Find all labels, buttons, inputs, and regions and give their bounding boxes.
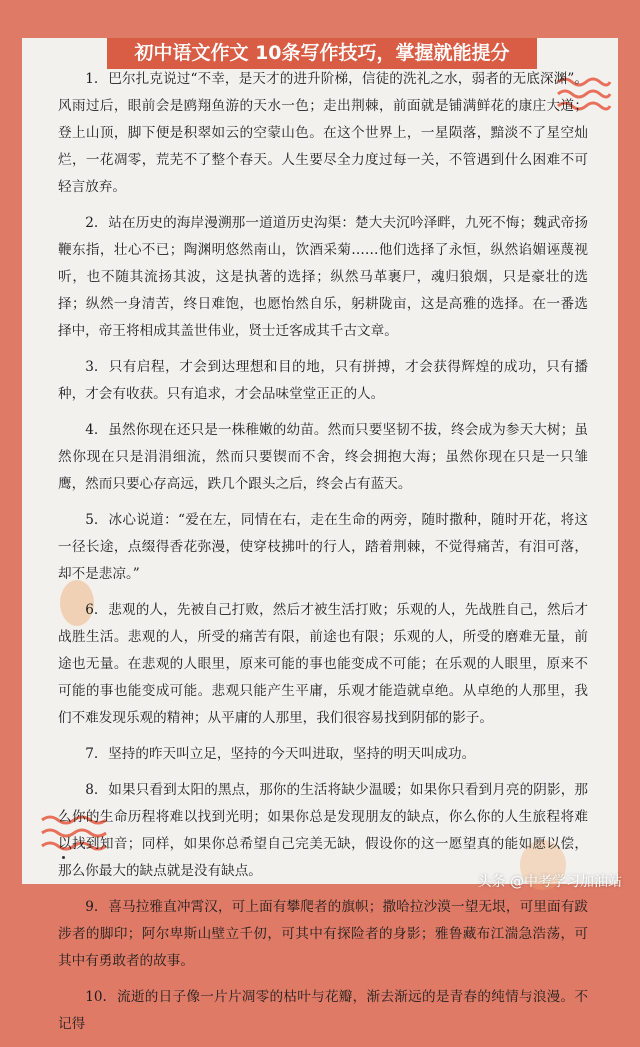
article-body	[58, 66, 588, 1047]
paragraph	[58, 417, 588, 498]
paragraph-text: 冰心说道：“爱在左，同情在右，走在生命的两旁，随时撒种，随时开花，将这一径长途，点缀得香花弥漫，使穿枝拂叶的行人，踏着荆棘，不觉得痛苦，有泪可落，却不是悲凉。”	[58, 512, 588, 582]
paragraph	[58, 894, 588, 975]
paragraph	[58, 354, 588, 408]
paragraph-text: 只有启程，才会到达理想和目的地，只有拼搏，才会获得辉煌的成功，只有播种，才会有收获。只有追求，才会品味堂堂正正的人。	[58, 359, 588, 402]
watermark: 头条 @中考学习加油站	[477, 874, 622, 890]
paragraph-number: 10.	[85, 989, 107, 1005]
paragraph	[58, 507, 588, 588]
paragraph-number: 2.	[85, 215, 99, 231]
page-title: 初中语文作文 10条写作技巧，掌握就能提分	[107, 38, 537, 69]
paragraph-text: 如果只看到太阳的黑点，那你的生活将缺少温暖；如果你只看到月亮的阴影，那么你的生命历程将难以找到光明；如果你总是发现朋友的缺点，你么你的人生旅程将难以找到知音；同样，如果你总希望自己完美无缺，假设你的这一愿望真的能如愿以偿，那么你最大的缺点就是没有缺点。	[58, 782, 588, 879]
paragraph-text: 喜马拉雅直冲霄汉，可上面有攀爬者的旗帜；撒哈拉沙漠一望无垠，可里面有跋涉者的脚印；阿尔卑斯山壁立千仞，可其中有探险者的身影；雅鲁藏布江湍急浩荡，可其中有勇敢者的故事。	[58, 899, 588, 969]
paragraph-text: 站在历史的海岸漫溯那一道道历史沟渠：楚大夫沉吟泽畔，九死不悔；魏武帝扬鞭东指，壮心不已；陶渊明悠然南山，饮酒采菊……他们选择了永恒，纵然谄媚诬蔑视听，也不随其流扬其波，这是执著的选择；纵然马革裹尸，魂归狼烟，只是豪壮的选择；纵然一身清苦，终日难饱，也愿怡然自乐，躬耕陇亩，这是高雅的选择。在一番选择中，帝王将相成其盖世伟业，贤士迁客成其千古文章。	[58, 215, 588, 339]
paragraph-text: 流逝的日子像一片片凋零的枯叶与花瓣，渐去渐远的是青春的纯情与浪漫。不记得	[58, 989, 588, 1032]
paragraph-text: 悲观的人，先被自己打败，然后才被生活打败；乐观的人，先战胜自己，然后才战胜生活。悲观的人，所受的痛苦有限，前途也有限；乐观的人，所受的磨难无量，前途也无量。在悲观的人眼里，原来可能的事也能变成不可能；在乐观的人眼里，原来不可能的事也能变成可能。悲观只能产生平庸，乐观才能造就卓绝。从卓绝的人那里，我们不难发现乐观的精神；从平庸的人那里，我们很容易找到阴郁的影子。	[58, 602, 588, 726]
paragraph	[58, 741, 588, 768]
paragraph-number: 8.	[85, 782, 99, 798]
paragraph-number: 6.	[85, 602, 99, 618]
paragraph	[58, 984, 588, 1038]
paragraph-number: 3.	[85, 359, 99, 375]
paragraph-number: 1.	[85, 71, 99, 87]
paragraph	[58, 66, 588, 201]
paragraph-text: 坚持的昨天叫立足，坚持的今天叫进取，坚持的明天叫成功。	[108, 746, 476, 762]
paragraph-text: 巴尔扎克说过“不幸，是天才的进升阶梯，信徒的洗礼之水，弱者的无底深渊”。风雨过后，眼前会是鸥翔鱼游的天水一色；走出荆棘，前面就是铺满鲜花的康庄大道；登上山顶，脚下便是积翠如云的空蒙山色。在这个世界上，一星陨落，黯淡不了星空灿烂，一花凋零，荒芜不了整个春天。人生要尽全力度过每一关，不管遇到什么困难不可轻言放弃。	[58, 71, 588, 195]
paragraph-text: 虽然你现在还只是一株稚嫩的幼苗。然而只要坚韧不拔，终会成为参天大树；虽然你现在只是涓涓细流，然而只要锲而不舍，终会拥抱大海；虽然你现在只是一只雏鹰，然而只要心存高远，跌几个跟头之后，终会占有蓝天。	[58, 422, 588, 492]
paragraph	[58, 597, 588, 732]
paragraph	[58, 777, 588, 885]
paragraph-number: 9.	[85, 899, 99, 915]
paragraph-number: 7.	[85, 746, 99, 762]
paragraph-number: 4.	[85, 422, 99, 438]
page-dot	[62, 856, 65, 859]
paragraph-number: 5.	[85, 512, 99, 528]
paragraph	[58, 210, 588, 345]
